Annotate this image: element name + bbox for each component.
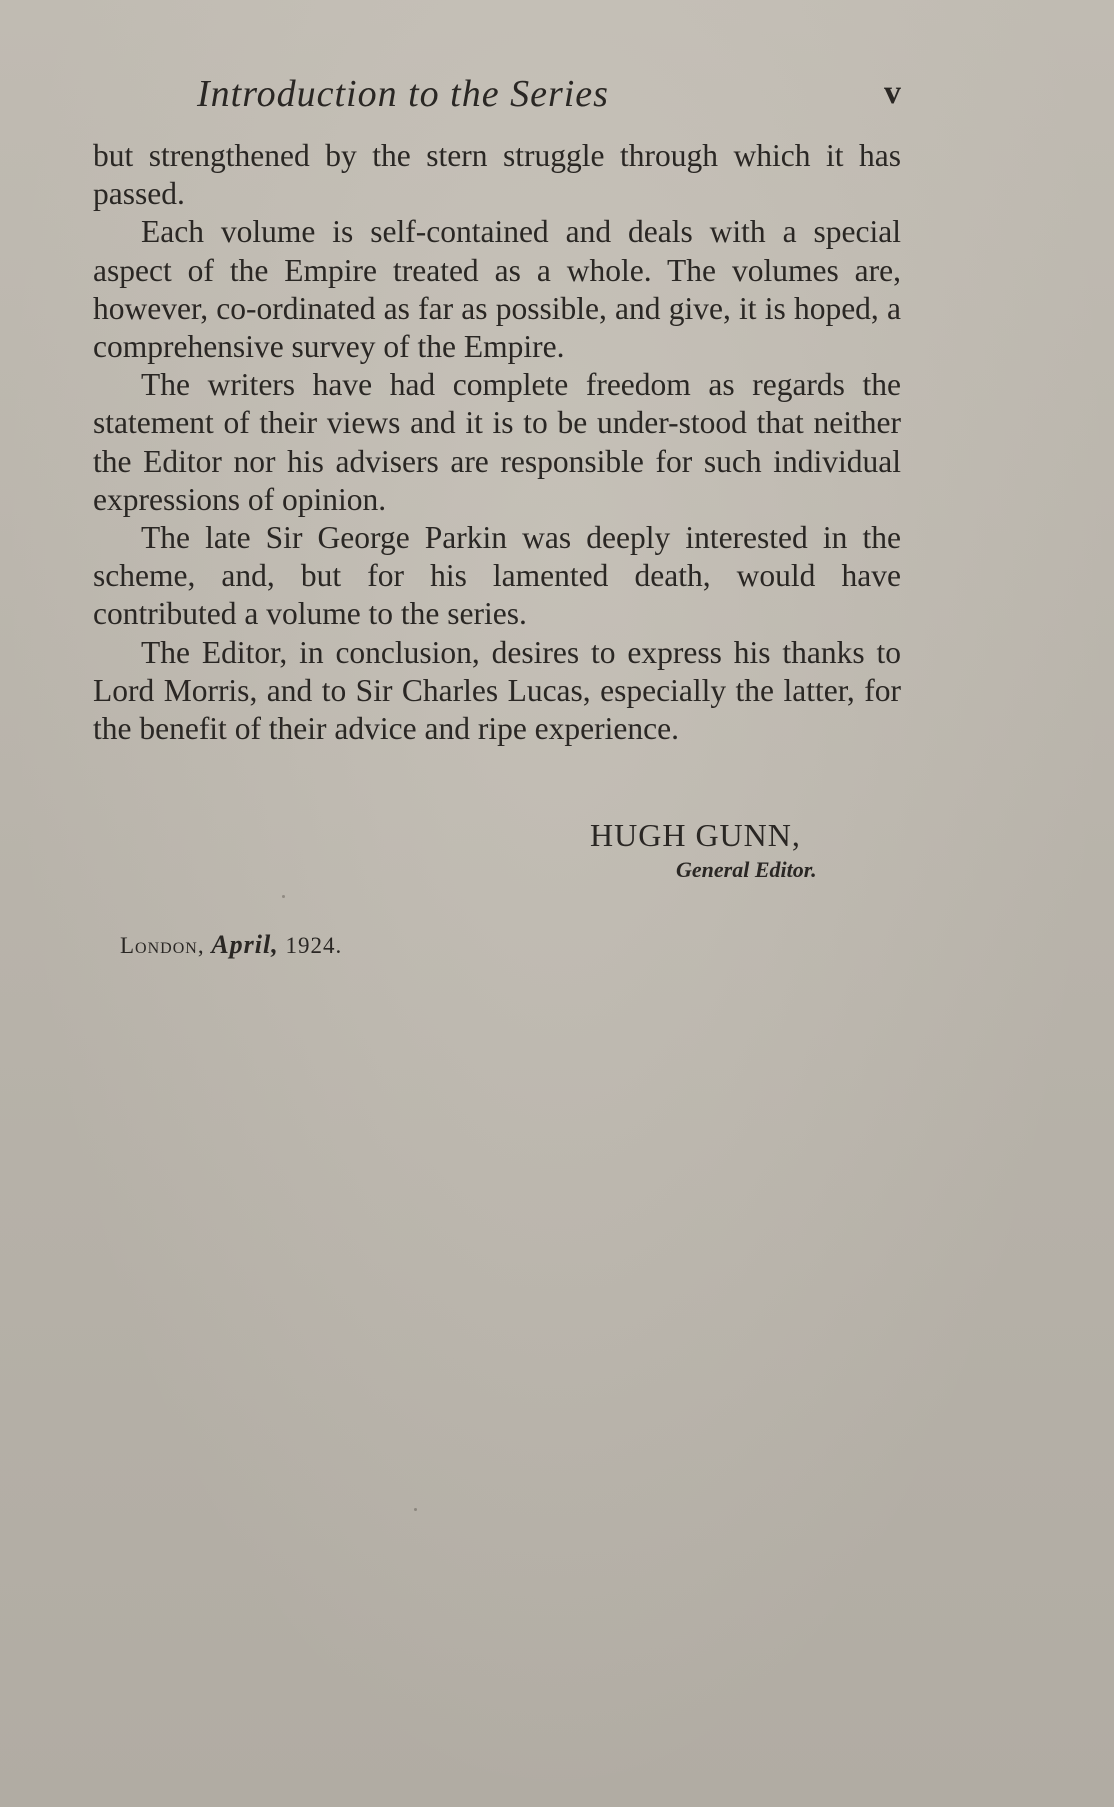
page-number: v [884,74,901,111]
body-text [93,137,901,748]
paragraph: The writers have had complete freedom as regards the statement of their views and it is to be under-stood that neither the Editor nor his advisers are responsible for such individual expressions of opinion. [93,367,901,517]
paper-speck [414,1508,417,1511]
dateline-place: London, [120,933,205,958]
editor-title: General Editor. [676,857,817,882]
dateline-month: April, [211,930,279,959]
paragraph: The late Sir George Parkin was deeply interested in the scheme, and, but for his lamented death, would have contributed a volume to the series. [93,520,901,632]
editor-name: HUGH GUNN, [590,817,801,853]
paragraph: The Editor, in conclusion, desires to express his thanks to Lord Morris, and to Sir Charles Lucas, especially the latter, for the benefit of their advice and ripe experience. [93,634,901,747]
running-head [93,72,901,122]
signature-block [590,815,910,885]
paper-speck [282,895,285,898]
dateline [120,930,342,960]
dateline-year: 1924. [285,933,343,958]
paragraph: Each volume is self-contained and deals with a special aspect of the Empire treated as a whole. The volumes are, however, co-ordinated as far as possible, and give, it is hoped, a comprehensive survey of the Empire. [93,214,901,365]
paragraph-continuation: but strengthened by the stern struggle through which it has passed. [93,138,901,212]
running-title: Introduction to the Series [197,73,609,115]
